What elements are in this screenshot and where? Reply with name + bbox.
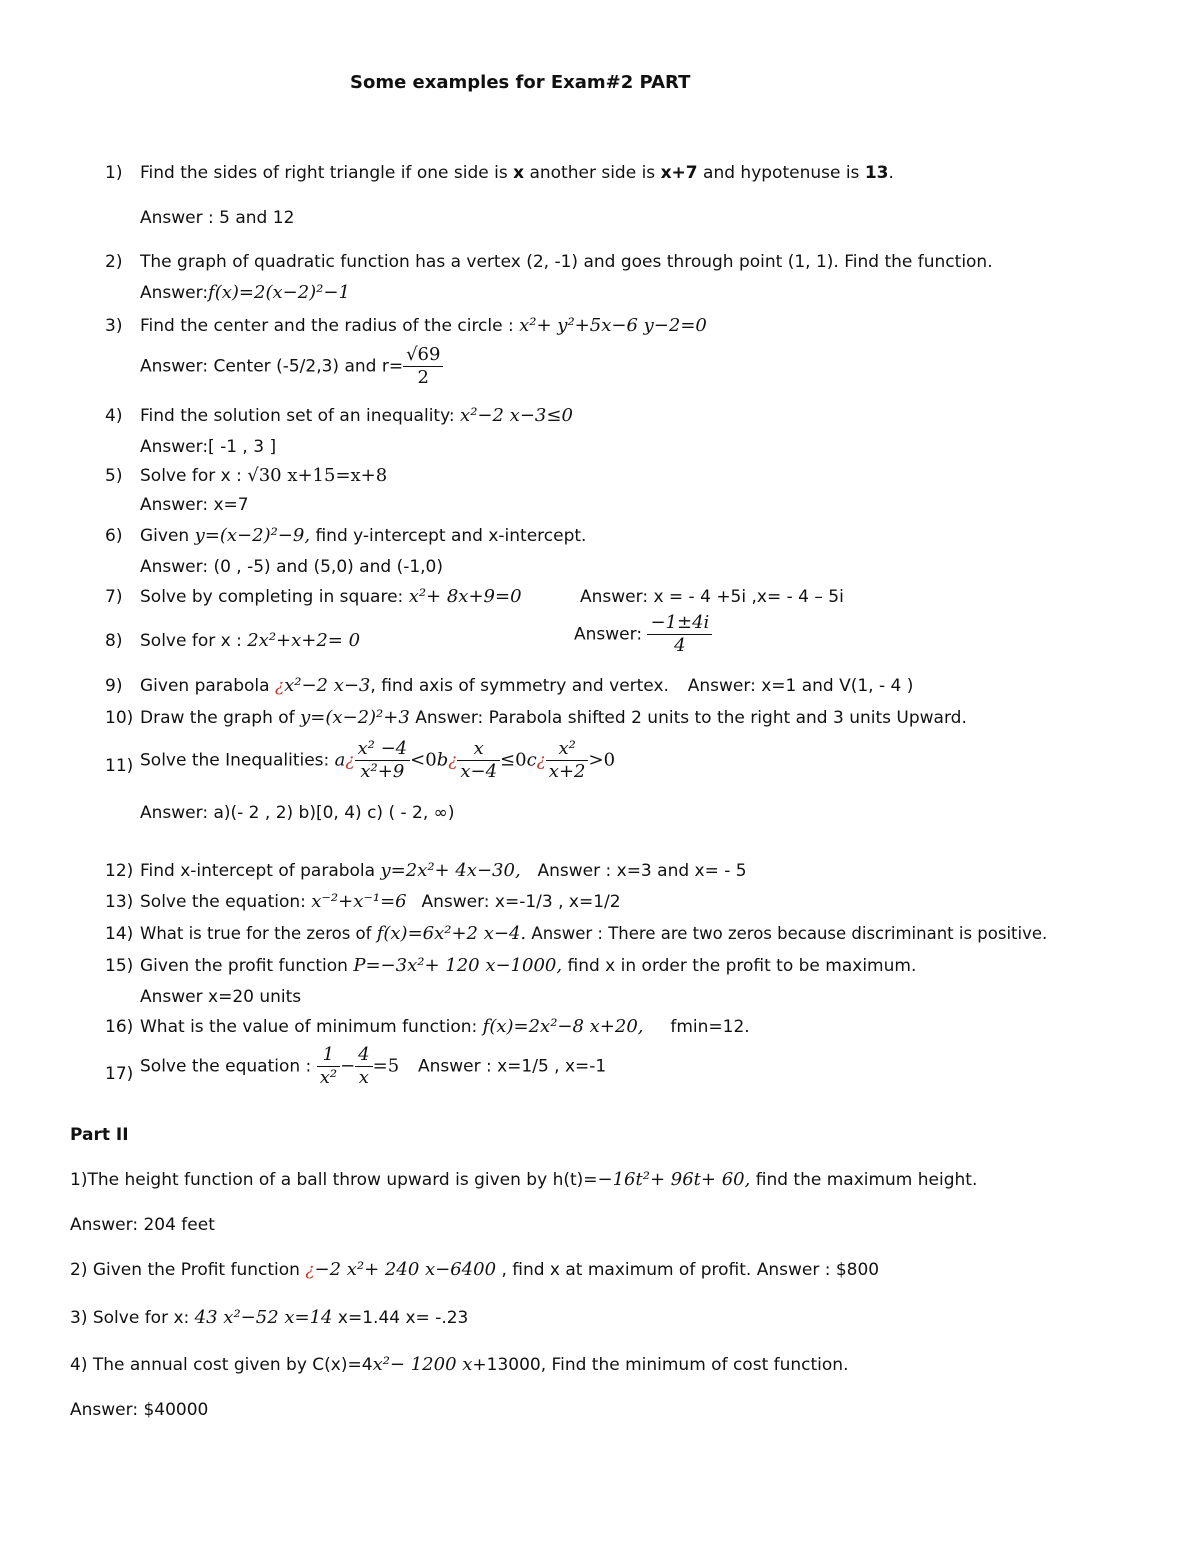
- answer-4: Answer:[ -1 , 3 ]: [140, 437, 277, 457]
- question-math: x⁻²+x⁻¹=6: [311, 891, 407, 912]
- answer-6: Answer: (0 , -5) and (5,0) and (-1,0): [140, 557, 444, 577]
- answer-13: Answer: x=-1/3 , x=1/2: [421, 892, 621, 912]
- inequality-fraction-c: $\frac{\text{x²}}{x+2}$: [546, 738, 589, 783]
- question-math: y=(x−2)²+3: [300, 707, 410, 728]
- question-math: −2 x²+ 240 x−6400: [314, 1259, 497, 1280]
- inequality-fraction-b: $\frac{x}{x-4}$: [457, 738, 500, 783]
- answer-9: Answer: x=1 and V(1, - 4 ): [687, 676, 914, 696]
- question-math: 43 x²−52 x=14: [194, 1307, 333, 1328]
- question-text: The graph of quadratic function has a vertex (2, -1) and goes through point (1, 1). Find the function.: [140, 252, 993, 272]
- equation-fraction-1: $\frac{1}{\text{x²}}$: [317, 1044, 340, 1089]
- question-number: 1): [105, 163, 123, 183]
- question-symbol: ¿: [274, 676, 285, 696]
- answer-7: Answer: x = - 4 +5i ,x= - 4 – 5i: [580, 587, 844, 607]
- part-2-answer-1: Answer: 204 feet: [70, 1215, 215, 1235]
- question-math: x²+ y²+5x−6 y−2=0: [519, 315, 707, 336]
- document-title: Some examples for Exam#2 PART: [350, 72, 691, 93]
- inequality-fraction-a: $\frac{\text{x² −4}}{\text{x²+9}}$: [355, 738, 411, 783]
- question-symbol: ¿: [305, 1260, 315, 1280]
- part-2-heading: Part II: [70, 1125, 129, 1145]
- answer-16: fmin=12.: [670, 1017, 750, 1037]
- question-math: x²+ 8x+9=0: [408, 586, 522, 607]
- question-math: y=2x²+ 4x−30,: [380, 860, 521, 881]
- answer-12: Answer : x=3 and x= - 5: [537, 861, 747, 881]
- question-var-x7: x+7: [660, 163, 698, 183]
- question-value-13: 13: [864, 163, 889, 183]
- answer-math: f(x)=2(x−2)²−1: [208, 282, 350, 303]
- answer-11: Answer: a)(- 2 , 2) b)[0, 4) c) ( - 2, ∞): [140, 803, 455, 823]
- part-2-answer-4: Answer: $40000: [70, 1400, 209, 1420]
- answer-3: Answer: Center (-5/2,3) and r= $\frac{√69}{2}$: [140, 344, 443, 389]
- question-math: f(x)=2x²−8 x+20,: [482, 1016, 644, 1037]
- part-2-question-2: 2) Given the Profit function ¿−2 x²+ 240 x−6400 , find x at maximum of profit. Answer : $800: [70, 1259, 880, 1280]
- answer-2: Answer:f(x)=2(x−2)²−1: [140, 282, 350, 303]
- question-math: 2x²+x+2= 0: [247, 630, 361, 651]
- question-math: y=(x−2)²−9,: [194, 525, 311, 546]
- question-math: x²−2 x−3: [284, 675, 371, 696]
- answer-1: Answer : 5 and 12: [140, 208, 295, 228]
- question-math: x²− 1200 x: [372, 1354, 473, 1375]
- answer-8: Answer: $\frac{-1\pm 4i}{4}$: [574, 612, 712, 657]
- answer-fraction: $\frac{-1\pm 4i}{4}$: [647, 612, 712, 657]
- equation-fraction-2: $\frac{4}{x}$: [355, 1044, 372, 1089]
- question-math: f(x)=6x²+2 x−4.: [376, 923, 527, 944]
- answer-10: Answer: Parabola shifted 2 units to the right and 3 units Upward.: [415, 708, 967, 728]
- question-text-mid: another side is: [529, 163, 656, 183]
- question-math: P=−3x²+ 120 x−1000,: [353, 955, 563, 976]
- part-2-question-1: 1)The height function of a ball throw upward is given by h(t)=−16t²+ 96t+ 60, find the maximum height.: [70, 1169, 978, 1190]
- question-math: √30 x+15=x+8: [247, 465, 388, 486]
- answer-17: Answer : x=1/5 , x=-1: [417, 1056, 607, 1077]
- question-math: x²−2 x−3≤0: [460, 405, 573, 426]
- radius-fraction: $\frac{√69}{2}$: [403, 344, 443, 389]
- answer-5: Answer: x=7: [140, 495, 249, 515]
- question-math: −16t²+ 96t+ 60,: [597, 1169, 751, 1190]
- question-var-x: x: [513, 163, 525, 183]
- exam-document: Some examples for Exam#2 PART 1) Find the sides of right triangle if one side is x another side is x+7 and hypotenuse is 13. Answer : 5 and 12 2) The graph of quadratic function has a vertex (2, -1) and goes through point (1, 1). Find the function. Answer:f(x)=2(x−2)²−1 3) Find the center and the radius of the circle : x²+ y²+5x−6 y−2=0 Answer: Center (-5/2,3) and r= $\frac{√69}{2}$ 4) Find the solution set of an inequality: x²−2 x−3≤0 Answer:[ -1 , 3 ] 5) Solve for x : √30 x+15=x+8 Answer: x=7 6) Given y=(x−2)²−9, find y-intercept and x-intercept. Answer: (0 , -5) and (5,0) and (-1,0) 7) Solve by completing in square: x²+ 8x+9=0 Answer: x = - 4 +5i ,x= - 4 – 5i 8) Solve for x : 2x²+x+2= 0 Answer: $\frac{-1\pm 4i}{4}$ 9) Given parabola ¿x²−2 x−3, find axis of symmetry and vertex. Answer: x=1 and V(1, - 4 ) 10) Draw the graph of y=(x−2)²+3 Answer: Parabola shifted 2 units to the right and 3 units Upward. 11) Solve the Inequalities: a¿ $\frac{\text{x² −4}}{\text{x²+9}}$ <0b¿ $\frac{x}{x-4}$ ≤0c¿ $\frac{\text{x²}}{x+2}$ >0 Answer: a)(- 2 , 2) b)[0, 4) c) ( - 2, ∞) 12) Find x-intercept of parabola y=2x²+ 4x−30, Answer : x=3 and x= - 5 13) Solve the equation: x⁻²+x⁻¹=6 Answer: x=-1/3 , x=1/2 14) What is true for the zeros of f(x)=6x²+2 x−4. Answer : There are two zeros because discriminant is positive. 15) Given the profit function P=−3x²+ 120 x−1000, find x in order the profit to be maximum. Answer x=20 units 16) What is the value of minimum function: f(x)=2x²−8 x+20, fmin=12. 17) Solve the equation : $\frac{1}{\text{x²}}$ − $\frac{4}{x}$ =5 Answer : x=1/5 , x=-1 Part II 1)The height function of a ball throw upward is given by h(t)=−16t²+ 96t+ 60, find the maximum height. Answer: 204 feet 2) Given the Profit function ¿−2 x²+ 240 x−6400 , find x at maximum of profit. Answer : $800 3) Solve for x: 43 x²−52 x=14 x=1.44 x= -.23 4) The annual cost given by C(x)=4x²− 1200 x+13000, Find the minimum of cost function. Answer: $40000: [70, 72, 1048, 1420]
- question-text: Find the sides of right triangle if one side is: [140, 163, 508, 183]
- part-2-question-4: 4) The annual cost given by C(x)=4x²− 1200 x+13000, Find the minimum of cost function.: [70, 1354, 849, 1375]
- answer-14: Answer : There are two zeros because discriminant is positive.: [531, 924, 1048, 943]
- answer-15: Answer x=20 units: [140, 987, 302, 1007]
- part-2-question-3: 3) Solve for x: 43 x²−52 x=14 x=1.44 x= -.23: [70, 1307, 469, 1328]
- question-text-end: and hypotenuse is: [703, 163, 860, 183]
